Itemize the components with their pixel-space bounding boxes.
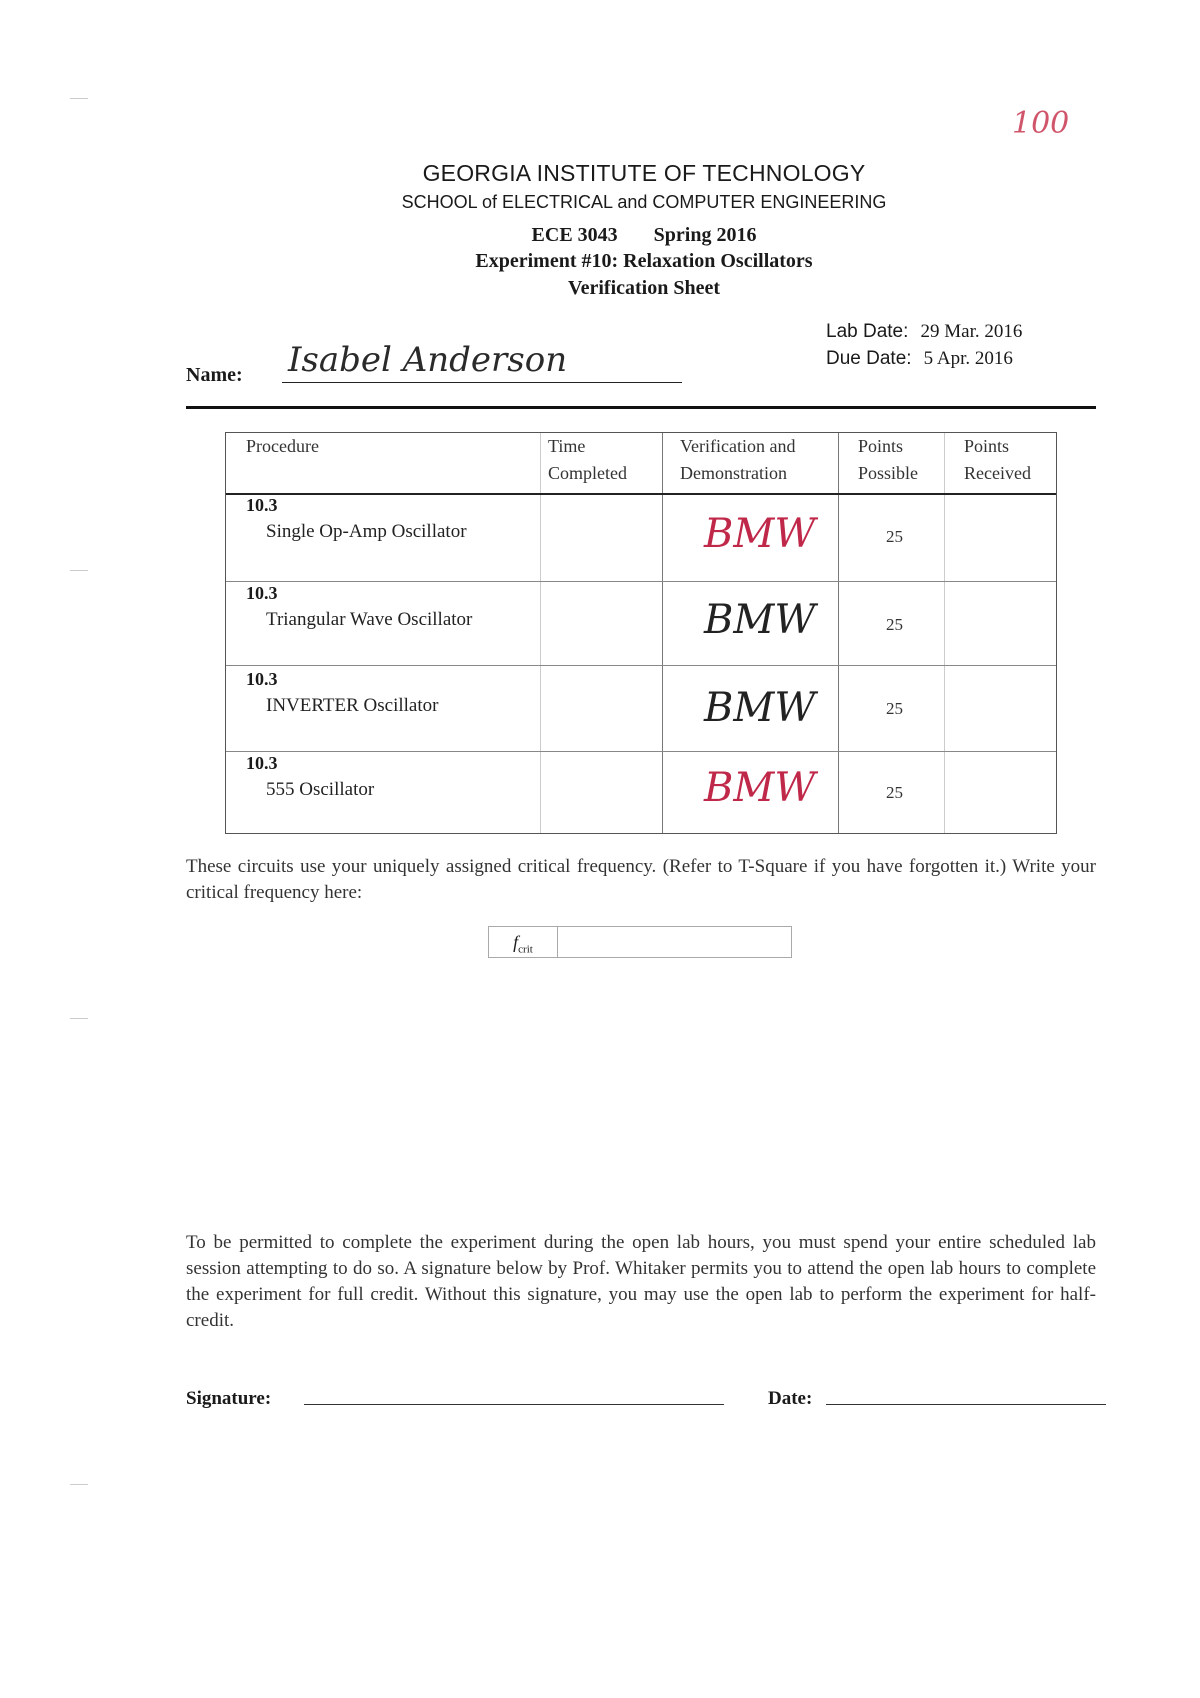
due-date-label: Due Date: bbox=[826, 348, 912, 369]
row-number: 10.3 bbox=[246, 753, 278, 773]
course-line bbox=[0, 224, 1200, 247]
course-term: Spring 2016 bbox=[653, 224, 757, 246]
school-title: SCHOOL of ELECTRICAL and COMPUTER ENGINEERING bbox=[401, 192, 887, 212]
row-number: 10.3 bbox=[246, 583, 278, 603]
signature-label: Signature: bbox=[186, 1388, 272, 1409]
row-procedure: INVERTER Oscillator bbox=[266, 695, 439, 716]
open-lab-policy: To be permitted to complete the experiment during the open lab hours, you must spend your entire scheduled lab session attempting to do so. A signature below by Prof. Whitaker permits you to attend the open lab hours to complete the experiment for full credit. Without this signature, you may use the open lab to perform the experiment for half-credit. bbox=[186, 1232, 1096, 1331]
verification-initials[interactable]: BMW bbox=[704, 597, 816, 643]
signature-line[interactable] bbox=[304, 1404, 724, 1405]
header-time-completed: Time Completed bbox=[548, 436, 627, 483]
row-number: 10.3 bbox=[246, 495, 278, 515]
frequency-instructions: These circuits use your uniquely assigned critical frequency. (Refer to T-Square if you have forgotten it.) Write your critical frequency here: bbox=[186, 856, 1096, 903]
grade-mark: 100 bbox=[1012, 106, 1070, 141]
fcrit-label: $f_{crit}$ bbox=[489, 927, 558, 957]
row-divider bbox=[226, 665, 1056, 666]
course-code: ECE 3043 bbox=[531, 224, 618, 246]
points-possible: 25 bbox=[886, 615, 903, 634]
header-procedure: Procedure bbox=[246, 436, 319, 456]
header-divider bbox=[226, 493, 1056, 495]
points-possible: 25 bbox=[886, 527, 903, 546]
row-number: 10.3 bbox=[246, 669, 278, 689]
row-procedure: Single Op-Amp Oscillator bbox=[266, 521, 467, 542]
verification-initials[interactable]: BMW bbox=[704, 511, 816, 557]
header-verification: Verification and Demonstration bbox=[680, 436, 796, 483]
header-points-received: Points Received bbox=[964, 436, 1031, 483]
row-divider bbox=[226, 751, 1056, 752]
name-label: Name: bbox=[186, 364, 243, 386]
verification-initials[interactable]: BMW bbox=[704, 765, 816, 811]
header-points-possible: Points Possible bbox=[858, 436, 919, 483]
row-procedure: 555 Oscillator bbox=[266, 779, 375, 800]
fcrit-field[interactable] bbox=[488, 926, 792, 958]
points-possible: 25 bbox=[886, 783, 903, 802]
header-rule bbox=[186, 406, 1096, 409]
scan-speck bbox=[70, 570, 88, 571]
sheet-title: Verification Sheet bbox=[567, 277, 720, 299]
experiment-title: Experiment #10: Relaxation Oscillators bbox=[475, 250, 813, 272]
verification-table bbox=[225, 432, 1057, 834]
date-label: Date: bbox=[768, 1388, 813, 1409]
name-underline bbox=[282, 382, 682, 383]
row-procedure: Triangular Wave Oscillator bbox=[266, 609, 473, 630]
date-block bbox=[826, 318, 1022, 372]
verification-initials[interactable]: BMW bbox=[704, 685, 816, 731]
lab-date-label: Lab Date: bbox=[826, 321, 909, 342]
row-divider bbox=[226, 581, 1056, 582]
date-line[interactable] bbox=[826, 1404, 1106, 1405]
institution-title: GEORGIA INSTITUTE OF TECHNOLOGY bbox=[422, 160, 866, 186]
due-date-value: 5 Apr. 2016 bbox=[923, 348, 1013, 369]
scan-speck bbox=[70, 98, 88, 99]
scan-speck bbox=[70, 1018, 88, 1019]
lab-date-value: 29 Mar. 2016 bbox=[920, 321, 1023, 342]
points-possible: 25 bbox=[886, 699, 903, 718]
scan-speck bbox=[70, 1484, 88, 1485]
student-name[interactable]: Isabel Anderson bbox=[288, 340, 568, 380]
